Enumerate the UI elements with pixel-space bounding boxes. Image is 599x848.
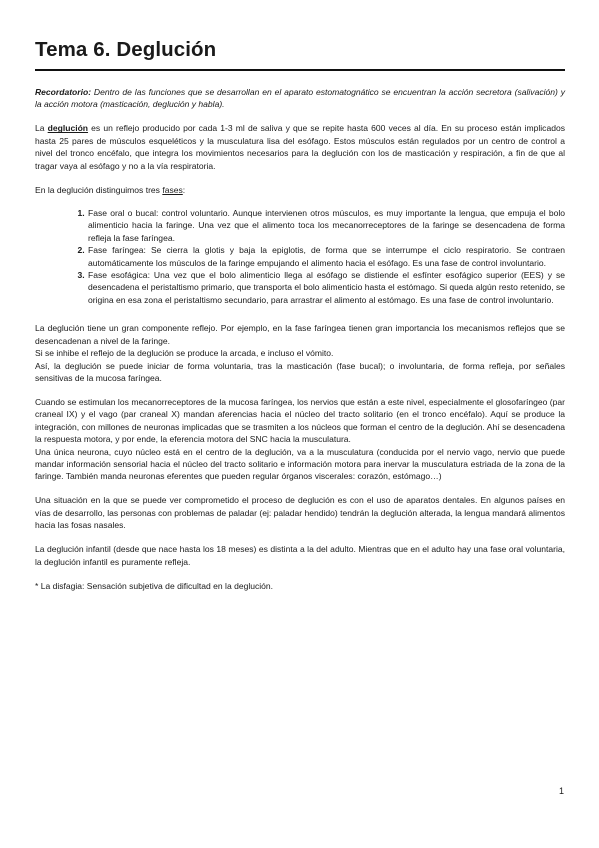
phase-item-oral: 1. Fase oral o bucal: control voluntario. Aunque intervienen otros músculos, es muy importante la lengua, que empuja el bolo alimenticio hacia la faringe. Una vez que el alimento toca los mecanorreceptores de la faringe se desencadena de forma refleja la fase faríngea. xyxy=(87,207,565,244)
phases-list xyxy=(35,207,565,306)
mechano-paragraph-1: Cuando se estimulan los mecanorreceptores de la mucosa faríngea, los nervios que están a este nivel, especialmente el glosofaríngeo (par craneal IX) y el vago (par craneal X) mandan aferencias hacia el núcleo del tracto solitario (en el tronco encéfalo). Aquí se produce la integración, con millones de neuronas implicadas que se trasmiten a los núcleos que forman el centro de la deglución. Ahí se desencadena la respuesta motora, y por ende, la eferencia motora del SNC hacia la musculatura. xyxy=(35,396,565,445)
recordatorio-paragraph xyxy=(35,86,565,111)
phase-item-faringea: 2. Fase faríngea: Se cierra la glotis y baja la epiglotis, de forma que se interrumpe el ciclo respiratorio. Se contraen automáticamente los músculos de la faringe empujando el alimento hacia el esófago. Es una fase de control involuntario. xyxy=(87,244,565,269)
phases-intro-suffix: : xyxy=(182,184,186,195)
reflex-paragraph-1: La deglución tiene un gran componente reflejo. Por ejemplo, en la fase faríngea tienen gran importancia los mecanismos reflejos que se desencadenan a nivel de la faringe. xyxy=(35,323,565,346)
document-body xyxy=(35,86,565,592)
phase-item-esofagica: 3. Fase esofágica: Una vez que el bolo alimenticio llega al esófago se distiende el esfínter esofágico superior (EES) y se desencadena el peristaltismo primario, que transporta el bolo alimenticio hasta el estómago. Si queda algún resto retenido, se origina en esa zona el peristaltismo secundario, para arrastrar el alimento al estómago. Es una fase de control involuntario. xyxy=(87,269,565,306)
recordatorio-text: Dentro de las funciones que se desarrollan en el aparato estomatognático se encuentran la acción secretora (salivación) y la acción motora (masticación, deglución y habla). xyxy=(35,87,565,110)
intro-text: es un reflejo producido por cada 1-3 ml de saliva y que se repite hasta 600 veces al día. En su proceso están implicados hasta 25 pares de músculos esqueléticos y la musculatura lisa del esófago. Estos músculos están regulados por un centro de control a nivel del tronco encéfalo, que integra los movimientos necesarios para la deglución con los de masticación y respiración, a fin de que al tragar vaya al esófago y no a la vía respiratoria. xyxy=(35,123,565,171)
term-fases: fases xyxy=(162,184,183,195)
recordatorio-label: Recordatorio: xyxy=(35,87,92,97)
disfagia-note: * La disfagia: Sensación subjetiva de dificultad en la deglución. xyxy=(35,580,274,591)
intro-prefix: La xyxy=(35,123,48,134)
intro-paragraph xyxy=(35,122,565,172)
phases-intro xyxy=(35,184,565,196)
term-deglucion: deglución xyxy=(47,123,89,134)
phases-intro-prefix: En la deglución distinguimos tres xyxy=(35,184,163,195)
page-number: 1 xyxy=(558,786,564,796)
dental-paragraph: Una situación en la que se puede ver comprometido el proceso de deglución es con el uso de aparatos dentales. En algunos países en vías de desarrollo, las personas con problemas de paladar (ej: paladar hendido) tendrán la deglución alterada, la lengua mandará alimentos hacia las fosas nasales. xyxy=(35,495,565,531)
infantil-paragraph: La deglución infantil (desde que nace hasta los 18 meses) es distinta a la del adulto. Mientras que en el adulto hay una fase oral voluntaria, la deglución infantil es puramente refleja. xyxy=(35,544,565,567)
mechano-paragraph-2: Una única neurona, cuyo núcleo está en el centro de la deglución, va a la musculatura (conducida por el nervio vago, nervio que puede mandar información sensorial hacia el núcleo del tracto solitario e información motora para inervar la musculatura estriada de la zona de la faringe. También manda neuronas eferentes que pueden regular órganos viscerales: corazón, estómago…) xyxy=(35,446,565,482)
reflex-paragraph-2: Si se inhibe el reflejo de la deglución se produce la arcada, e incluso el vómito. xyxy=(35,348,334,359)
page-title: Tema 6. Deglución xyxy=(35,38,217,61)
title-rule xyxy=(35,69,565,71)
reflex-paragraph-3: Así, la deglución se puede iniciar de forma voluntaria, tras la masticación (fase bucal); o involuntaria, de forma refleja, por señales sensitivas de la mucosa faríngea. xyxy=(35,360,565,383)
